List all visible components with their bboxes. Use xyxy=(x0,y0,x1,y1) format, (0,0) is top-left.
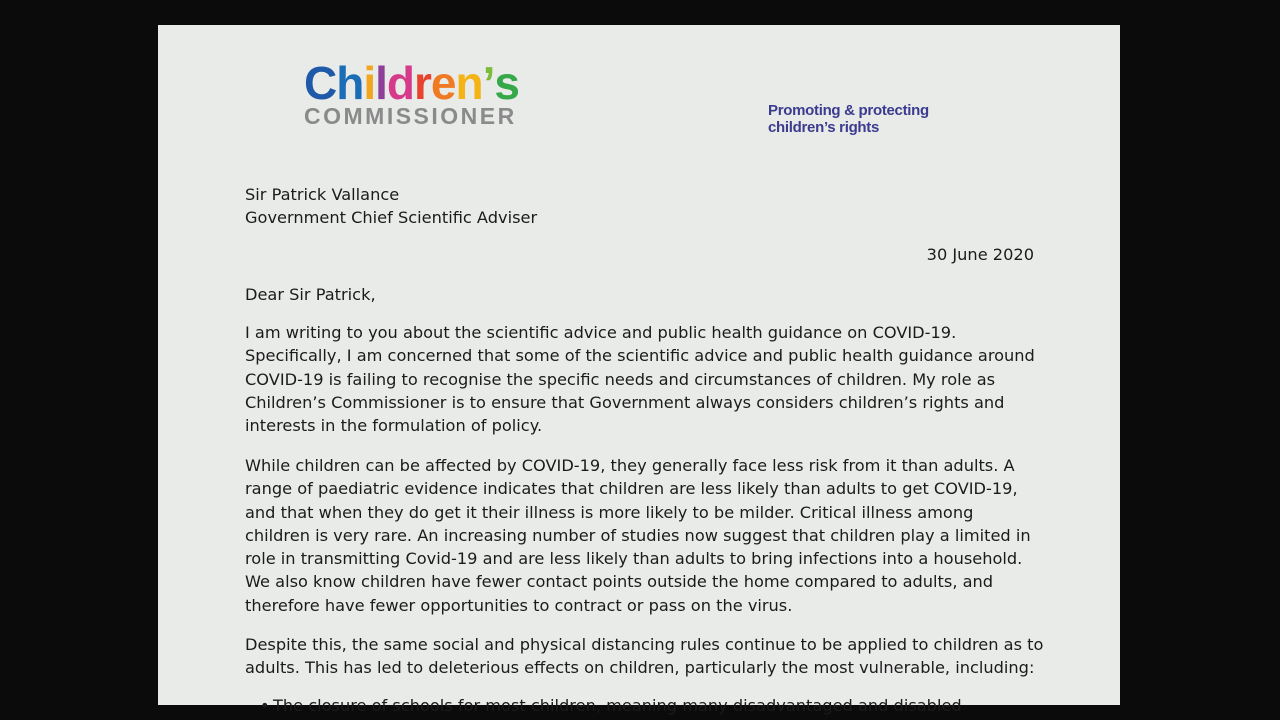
logo-letter: i xyxy=(363,57,376,109)
logo-letter: C xyxy=(304,57,337,109)
logo-letter: r xyxy=(414,57,431,109)
recipient-name: Sir Patrick Vallance xyxy=(245,185,400,204)
recipient-title: Government Chief Scientific Adviser xyxy=(245,208,538,228)
childrens-commissioner-logo xyxy=(304,59,564,130)
letter-date: 30 June 2020 xyxy=(926,245,1034,264)
logo-letter: l xyxy=(375,57,387,109)
logo-letter: n xyxy=(455,57,483,109)
bullet-text: The closure of schools for most children, meaning many disadvantaged and disabled xyxy=(273,696,962,715)
logo-letter: h xyxy=(336,57,364,109)
letter-page xyxy=(158,25,1120,715)
paragraph: While children can be affected by COVID-19, they generally face less risk from it than adults. A range of paediatric evidence indicates that children are less likely than adults to get COVID-19, and that when they do get it their illness is more likely to be milder. Critical illness among children is very rare. An increasing number of studies now suggest that children play a limited in role in transmitting Covid-19 and are less likely than adults to bring infections into a household. We also know children have fewer contact points outside the home compared to adults, and therefore have fewer opportunities to contract or pass on the virus. xyxy=(245,456,1031,615)
logo-letter: ’ xyxy=(482,57,495,109)
logo-subtitle: COMMISSIONER xyxy=(304,103,517,129)
logo-wordmark xyxy=(304,59,564,107)
tagline-line: Promoting & protecting xyxy=(768,102,929,119)
logo-letter: s xyxy=(494,57,519,109)
bullet-item: • The closure of schools for most children, meaning many disadvantaged and disabled xyxy=(260,696,962,715)
paragraph: Despite this, the same social and physical distancing rules continue to be applied to children as to adults. This has led to deleterious effects on children, particularly the most vulnerable, including: xyxy=(245,635,1044,678)
logo-letter: e xyxy=(430,57,456,109)
tagline xyxy=(768,102,929,136)
salutation: Dear Sir Patrick, xyxy=(245,285,376,304)
logo-letter: d xyxy=(386,57,415,109)
tagline-line: children’s rights xyxy=(768,119,880,136)
recipient-block xyxy=(245,183,1045,230)
paragraph: I am writing to you about the scientific advice and public health guidance on COVID-19. Specifically, I am concerned that some of the scientific advice and public health guidance around COVID-19 is failing to recognise the specific needs and circumstances of children. My role as Children’s Commissioner is to ensure that Government always considers children’s rights and interests in the formulation of policy. xyxy=(245,323,1035,436)
